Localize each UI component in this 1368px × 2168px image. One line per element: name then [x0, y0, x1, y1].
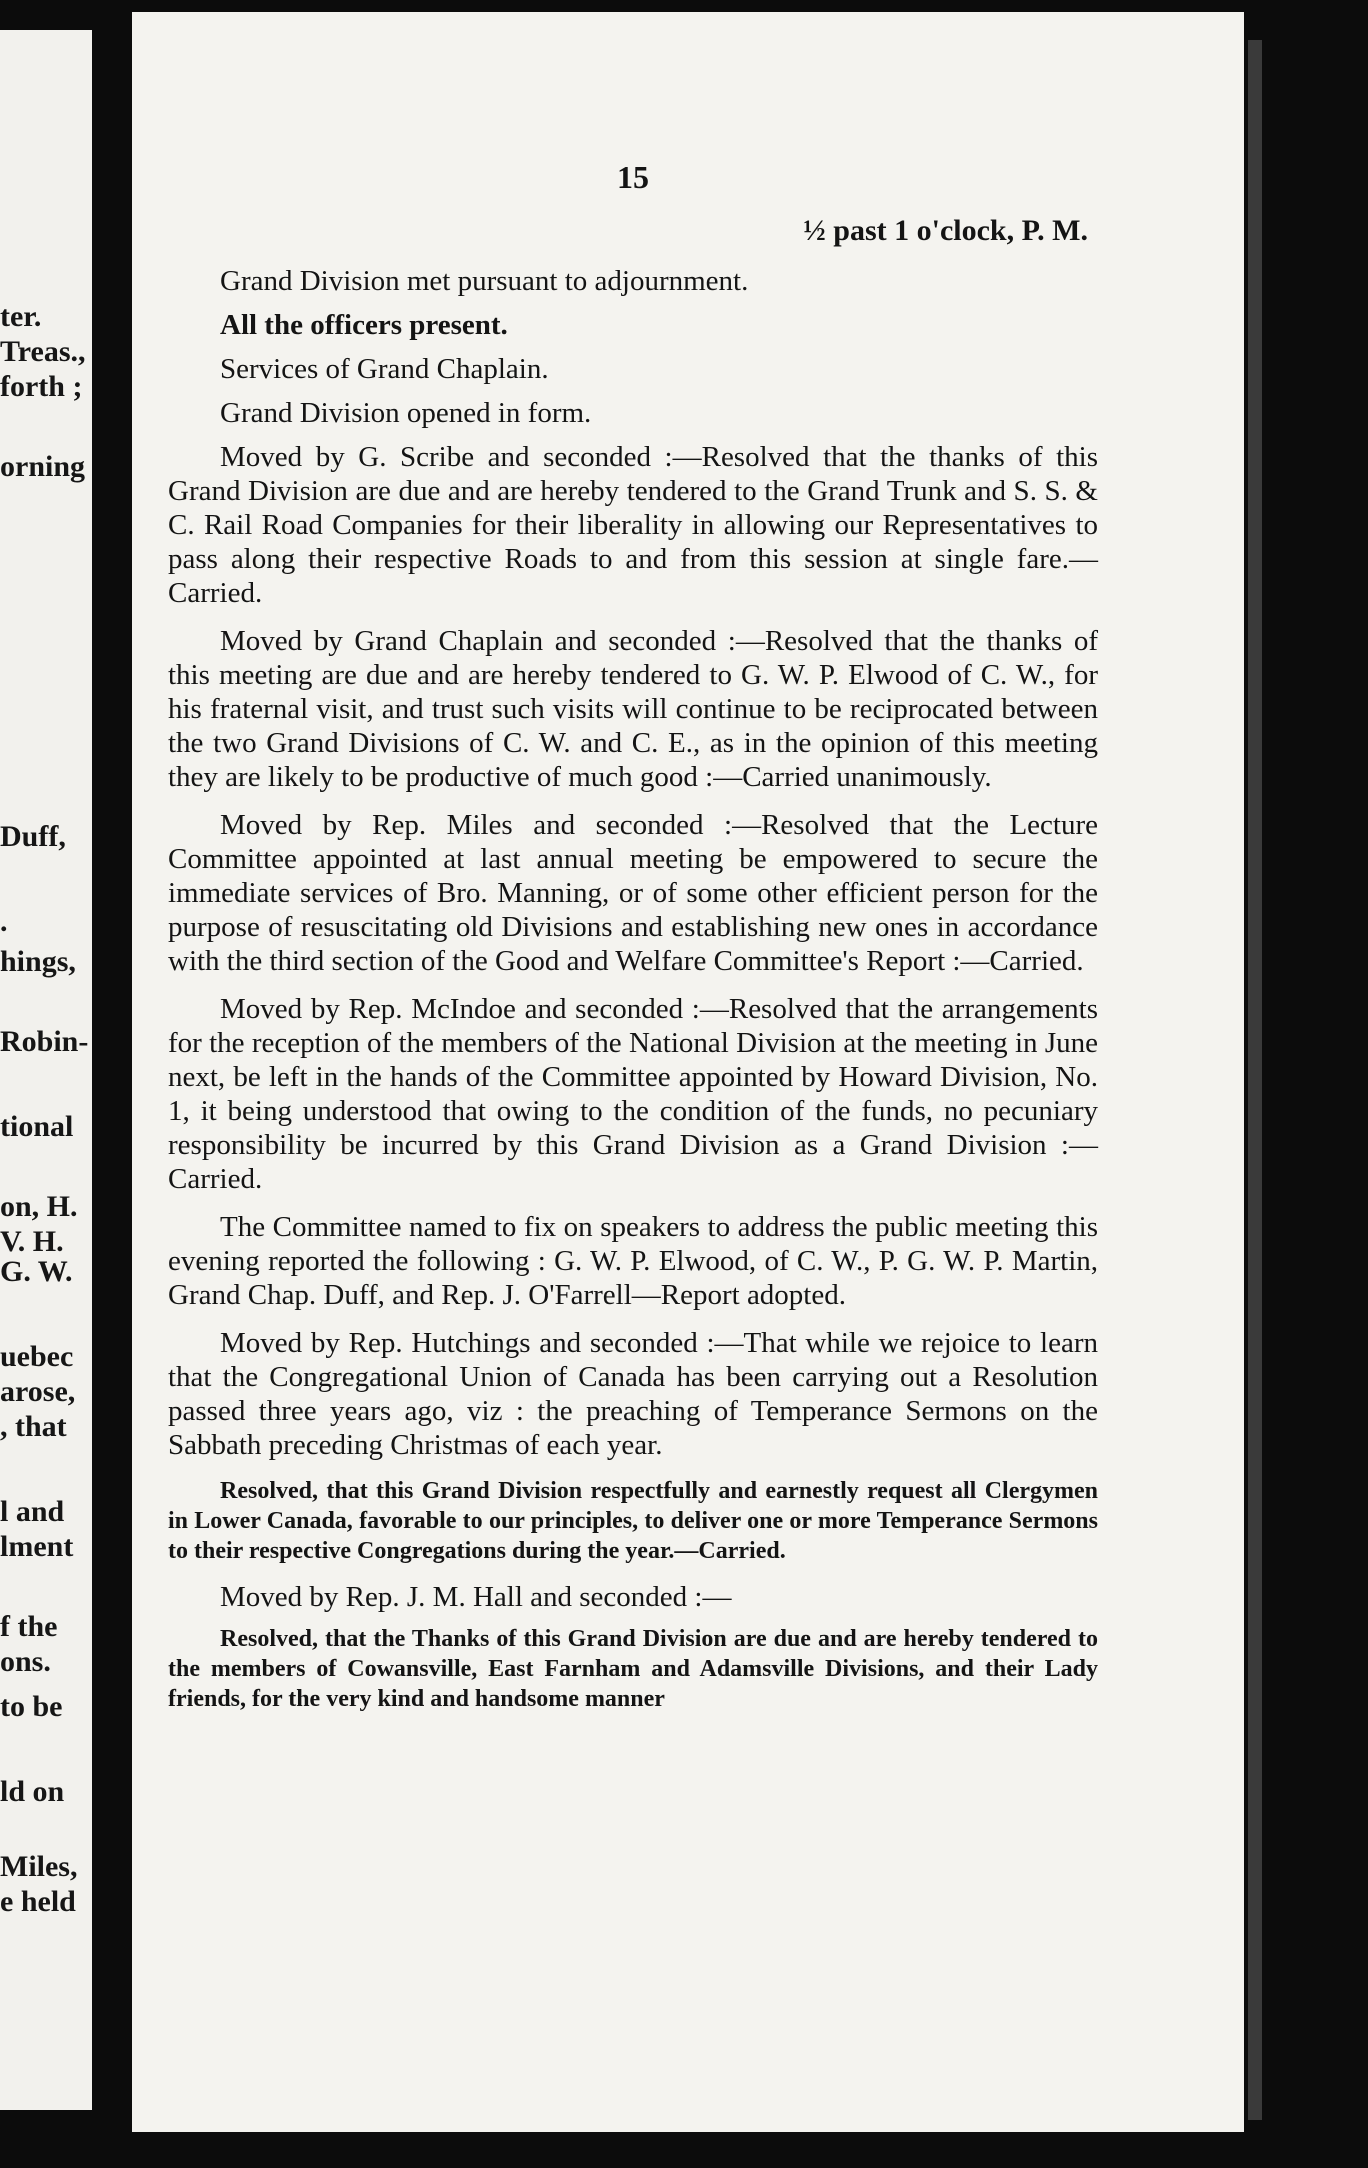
motion-paragraph: Moved by Rep. McIndoe and seconded :—Resolved that the arrangements for the reception of the members of the National Division at the meeting in June next, be left in the hands of the Committee appointed by Howard Division, No. 1, it being understood that owing to the condition of the funds, no pecuniary responsibility be incurred by this Grand Division as a Grand Division :—Carried. [168, 993, 1098, 1195]
minutes-line: Grand Division met pursuant to adjournment. [220, 265, 749, 297]
left-page-fragment: G. W. [0, 1255, 73, 1288]
left-page-fragment: Treas., [0, 335, 86, 368]
committee-report-paragraph: The Committee named to fix on speakers to address the public meeting this evening reported the following : G. W. P. Elwood, of C. W., P. G. W. P. Martin, Grand Chap. Duff, and Rep. J. O'Farrell—Report adopted. [168, 1211, 1098, 1311]
left-page-fragment: , that [0, 1410, 67, 1443]
motion-paragraph: Moved by Rep. Hutchings and seconded :—That while we rejoice to learn that the Congregational Union of Canada has been carrying out a Resolution passed three years ago, viz : the preaching of Temperance Sermons on the Sabbath preceding Christmas of each year. [168, 1327, 1098, 1461]
left-page-fragment: tional [0, 1110, 74, 1143]
minutes-line: Grand Division opened in form. [220, 397, 592, 429]
left-page-fragment: Miles, [0, 1850, 78, 1883]
left-page-fragment: ter. [0, 300, 42, 333]
motion-paragraph: Moved by Grand Chaplain and seconded :—Resolved that the thanks of this meeting are due and are hereby tendered to G. W. P. Elwood of C. W., for his fraternal visit, and trust such visits will continue to be reciprocated between the two Grand Divisions of C. W. and C. E., as in the opinion of this meeting they are likely to be productive of much good :—Carried unanimously. [168, 625, 1098, 793]
left-page-fragment: ons. [0, 1645, 51, 1678]
time-heading: ½ past 1 o'clock, P. M. [803, 214, 1088, 247]
minutes-line: Services of Grand Chaplain. [220, 353, 549, 385]
left-page-fragment: Duff, [0, 820, 66, 853]
left-page-fragment: . [0, 905, 8, 938]
motion-paragraph: Moved by Rep. Miles and seconded :—Resolved that the Lecture Committee appointed at last annual meeting be empowered to secure the immediate services of Bro. Manning, or of some other efficient person for the purpose of resuscitating old Divisions and establishing new ones in accordance with the third section of the Good and Welfare Committee's Report :—Carried. [168, 809, 1098, 977]
left-page-fragment: on, H. [0, 1190, 78, 1223]
left-page-fragment: l and [0, 1495, 65, 1528]
left-page-fragment: f the [0, 1610, 58, 1643]
left-page-fragment: orning [0, 450, 86, 483]
left-page-fragment: ld on [0, 1775, 65, 1808]
motion-paragraph: Moved by G. Scribe and seconded :—Resolved that the thanks of this Grand Division are due and are hereby tendered to the Grand Trunk and S. S. & C. Rail Road Companies for their liberality in allowing our Representatives to pass along their respective Roads to and from this session at single fare.—Carried. [168, 441, 1098, 609]
left-page-fragment: to be [0, 1690, 63, 1723]
left-page-fragment: e held [0, 1885, 76, 1918]
left-page-fragment: arose, [0, 1375, 76, 1408]
left-page-fragment: hings, [0, 945, 76, 978]
page-number: 15 [617, 159, 649, 195]
left-page-fragment: lment [0, 1530, 74, 1563]
resolution-paragraph: Resolved, that this Grand Division respectfully and earnestly request all Clergymen in Lower Canada, favorable to our principles, to deliver one or more Temperance Sermons to their respective Congregations during the year.—Carried. [168, 1478, 1098, 1564]
minutes-line: All the officers present. [220, 309, 508, 341]
page-content [168, 160, 1098, 1728]
motion-line: Moved by Rep. J. M. Hall and seconded :— [220, 1581, 732, 1613]
resolution-paragraph: Resolved, that the Thanks of this Grand Division are due and are hereby tendered to the members of Cowansville, East Farnham and Adamsville Divisions, and their Lady friends, for the very kind and handsome manner [168, 1626, 1098, 1712]
left-page-fragment: forth ; [0, 370, 83, 403]
left-page-fragment: V. H. [0, 1225, 64, 1258]
left-page-fragment: uebec [0, 1340, 74, 1373]
page-edge [1248, 40, 1262, 2120]
left-page-fragment: Robin- [0, 1025, 89, 1058]
